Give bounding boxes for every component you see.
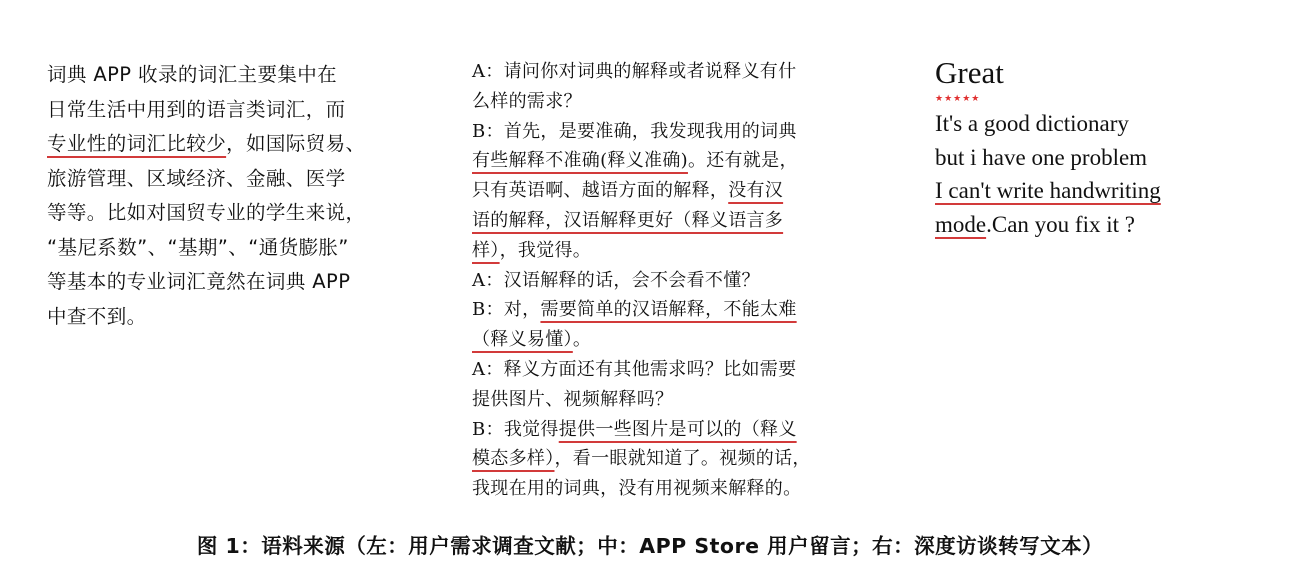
review-underline-2: mode — [935, 211, 987, 237]
left-line-5: 等等。比如对国贸专业的学生来说， — [47, 201, 366, 224]
review-line-4-rest: .Can you fix it ? — [986, 211, 1135, 237]
left-underlined-phrase: 专业性的词汇比较少 — [47, 132, 227, 155]
mid-line-12: 提供图片、视频解释吗？ — [472, 388, 674, 410]
mid-line-4 — [472, 146, 882, 176]
mid-underline-simple-1: 需要简单的汉语解释，不能太难 — [540, 299, 797, 321]
mid-underline-images-2: 模态多样） — [472, 448, 555, 470]
mid-line-11: A：释义方面还有其他需求吗？比如需要 — [472, 358, 797, 380]
mid-line-5-start: 只有英语啊、越语方面的解释， — [472, 180, 729, 202]
left-line-4: 旅游管理、区域经济、金融、医学 — [47, 166, 346, 190]
left-line-2: 日常生活中用到的语言类词汇，而 — [47, 97, 346, 121]
mid-line-6 — [472, 206, 882, 236]
mid-line-10 — [472, 325, 882, 355]
mid-underline-chinese-3: 样） — [472, 239, 500, 261]
mid-line-10-rest: 。 — [572, 329, 592, 351]
mid-line-5 — [472, 176, 882, 206]
mid-line-13 — [472, 415, 882, 445]
mid-line-1: A：请问你对词典的解释或者说释义有什 — [472, 61, 797, 82]
left-line-8: 中查不到。 — [47, 304, 147, 328]
mid-underline-images-1: 提供一些图片是可以的（释义 — [558, 418, 797, 440]
review-line-3 — [935, 174, 1265, 208]
mid-line-14-rest: ，看一眼就知道了。视频的话， — [554, 448, 811, 470]
left-line-1: 词典 APP 收录的词汇主要集中在 — [47, 63, 338, 86]
figure-caption: 图 1：语料来源（左：用户需求调查文献；中：APP Store 用户留言；右：深度访谈转写文本） — [196, 534, 1104, 558]
mid-underline-simple-2: （释义易懂） — [472, 329, 573, 351]
review-title: Great — [935, 55, 1004, 90]
left-line-3-rest: ，如国际贸易、 — [226, 132, 366, 155]
right-column-app-store-review — [935, 54, 1265, 241]
review-underline-1: I can't write handwriting — [935, 178, 1161, 203]
review-line-1: It's a good dictionary — [935, 111, 1129, 136]
left-column-literature-excerpt — [47, 58, 427, 334]
mid-line-3: B：首先，是要准确，我发现我用的词典 — [472, 120, 797, 142]
mid-line-7-rest: ，我觉得。 — [499, 239, 592, 261]
left-line-7: 等基本的专业词汇竟然在词典 APP — [47, 270, 351, 293]
mid-line-15: 我现在用的词典，没有用视频来解释的。 — [472, 478, 802, 500]
mid-line-9 — [472, 295, 882, 325]
mid-line-4-rest: 。还有就是， — [687, 150, 798, 172]
mid-line-2: 么样的需求？ — [472, 90, 582, 112]
mid-line-13-start: B：我觉得 — [472, 418, 559, 440]
mid-underline-accurate: 有些解释不准确(释义准确) — [472, 150, 688, 172]
mid-line-8: A：汉语解释的话，会不会看不懂？ — [472, 269, 760, 291]
star-rating-icon: ★★★★★ — [935, 93, 981, 103]
mid-line-9-start: B：对， — [472, 299, 541, 321]
left-line-6: “基尼系数”、“基期”、“通货膨胀” — [47, 235, 349, 259]
mid-line-14 — [472, 444, 882, 474]
mid-line-7 — [472, 236, 882, 266]
review-line-2: but i have one problem — [935, 144, 1148, 170]
left-line-3 — [47, 127, 427, 162]
mid-underline-chinese-1: 没有汉 — [728, 180, 784, 202]
middle-column-interview-transcript — [472, 57, 882, 504]
mid-underline-chinese-2: 语的解释，汉语解释更好（释义语言多 — [472, 209, 784, 231]
review-line-4 — [935, 208, 1265, 242]
